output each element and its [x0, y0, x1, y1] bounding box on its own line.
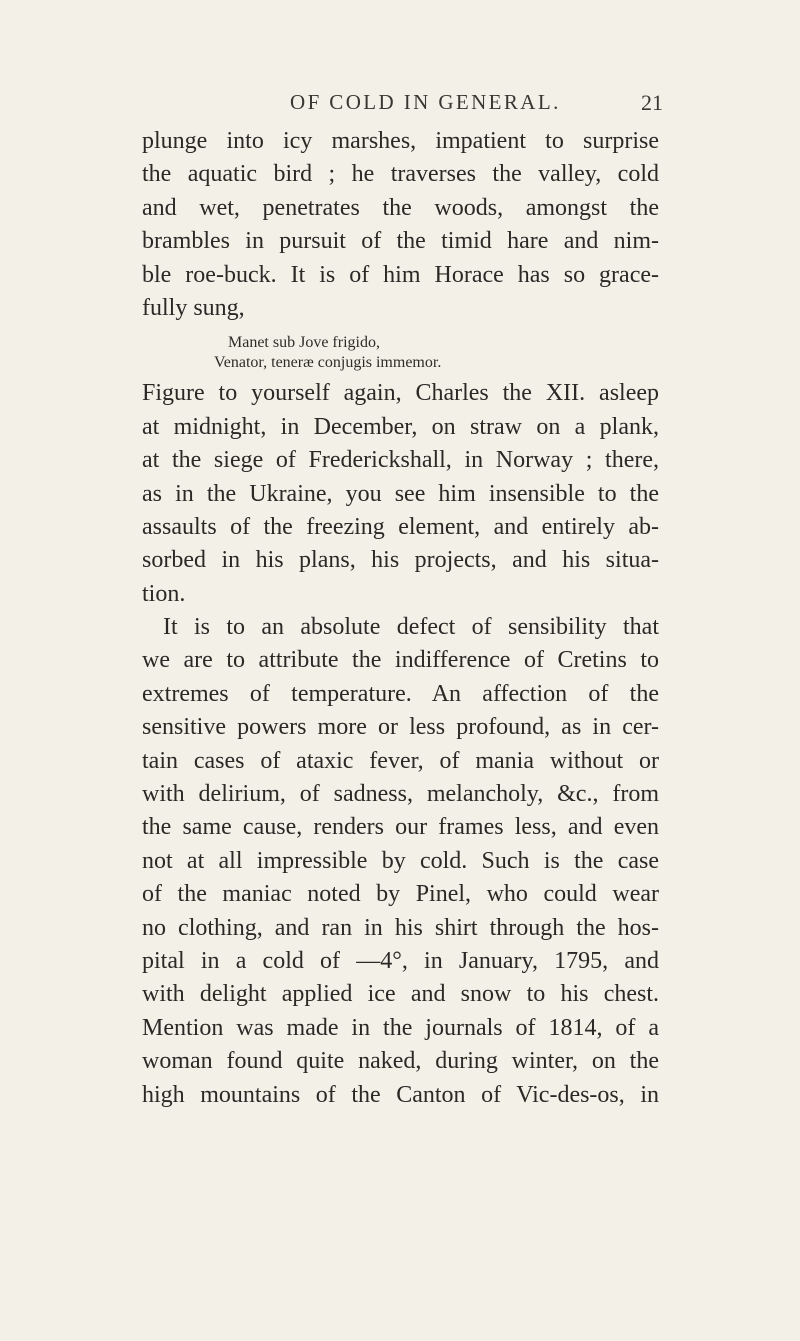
text-line: no clothing, and ran in his shirt through the hos- [142, 914, 659, 941]
text-line: ble roe-buck. It is of him Horace has so grace- [142, 261, 659, 288]
text-line: sensitive powers more or less profound, as in cer- [142, 714, 659, 741]
running-head [0, 90, 800, 120]
text-line: at midnight, in December, on straw on a plank, [142, 413, 659, 440]
paragraph-sensibility [142, 611, 659, 1112]
text-line: and wet, penetrates the woods, amongst the [142, 194, 659, 221]
page-number: 21 [641, 90, 663, 115]
running-title: OF COLD IN GENERAL. [290, 90, 561, 114]
latin-verse-quote [142, 333, 659, 373]
text-line: the same cause, renders our frames less, and even [142, 814, 659, 841]
text-line: high mountains of the Canton of Vic-des-os, in [142, 1081, 659, 1108]
text-line: plunge into icy marshes, impatient to surprise [142, 128, 659, 154]
text-line: tain cases of ataxic fever, of mania without or [142, 747, 659, 774]
verse-line: Manet sub Jove frigido, [228, 334, 380, 352]
text-line: It is to an absolute defect of sensibility that [163, 614, 659, 641]
text-line: at the siege of Frederickshall, in Norway ; there, [142, 447, 659, 474]
paragraph-continued [142, 125, 659, 325]
text-line: brambles in pursuit of the timid hare and nim- [142, 228, 659, 255]
text-line: fully sung, [142, 294, 245, 321]
text-line: woman found quite naked, during winter, on the [142, 1048, 659, 1075]
paragraph-charles-xii [142, 377, 659, 611]
text-line: not at all impressible by cold. Such is the case [142, 847, 659, 874]
verse-line: Venator, teneræ conjugis immemor. [214, 354, 442, 372]
text-line: assaults of the freezing element, and entirely ab- [142, 513, 659, 540]
text-line: we are to attribute the indifference of Cretins to [142, 647, 659, 674]
text-line: extremes of temperature. An affection of the [142, 680, 659, 707]
text-line: of the maniac noted by Pinel, who could wear [142, 881, 659, 908]
text-line: Figure to yourself again, Charles the XII. asleep [142, 380, 659, 407]
text-line: pital in a cold of —4°, in January, 1795, and [142, 947, 659, 974]
body-text [142, 125, 659, 1112]
text-line: with delight applied ice and snow to his chest. [142, 981, 659, 1008]
text-line: tion. [142, 580, 186, 607]
text-line: the aquatic bird ; he traverses the valley, cold [142, 161, 659, 188]
text-line: sorbed in his plans, his projects, and his situa- [142, 547, 659, 574]
text-line: Mention was made in the journals of 1814, of a [142, 1014, 659, 1041]
text-line: as in the Ukraine, you see him insensible to the [142, 480, 659, 507]
text-line: with delirium, of sadness, melancholy, &c., from [142, 781, 659, 808]
